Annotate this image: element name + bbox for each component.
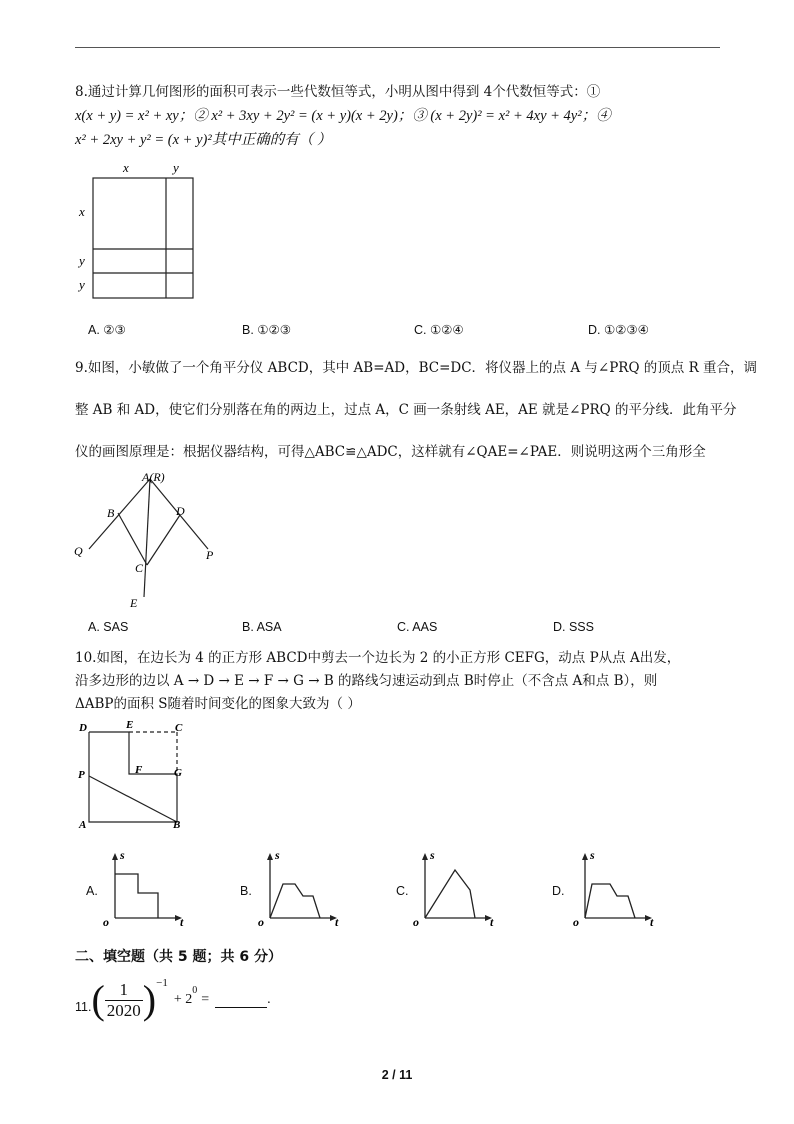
q10-option-b[interactable]: B. <box>240 884 252 898</box>
q10-a-t-label: t <box>180 915 184 928</box>
q10-graph-c[interactable] <box>410 848 500 928</box>
q10-line2: 沿多边形的边以 A → D → E → F → G → B 的路线匀速运动到点 B时停止（不含点 A和点 B），则 <box>75 673 658 689</box>
q9-option-a[interactable]: A. SAS <box>88 620 129 634</box>
q10-label-b: B <box>173 819 181 830</box>
q9-label-b: B <box>107 506 115 520</box>
q8-label-top-y: y <box>173 160 179 175</box>
q9-line1: 9.如图，小敏做了一个角平分仪 ABCD，其中 AB=AD，BC=DC．将仪器上的点 A 与∠PRQ 的顶点 R 重合，调 <box>75 360 758 376</box>
q11-right-paren: ) <box>142 977 157 1022</box>
q8-label-top-x: x <box>123 160 129 175</box>
q10-b-s-label: s <box>275 848 280 862</box>
q10-option-d[interactable]: D. <box>552 884 565 898</box>
q9-option-d[interactable]: D. SSS <box>553 620 594 634</box>
q8-line2: x(x + y) = x² + xy；② x² + 3xy + 2y² = (x + y)(x + 2y)；③ (x + 2y)² = x² + 4xy + 4y²；④ <box>75 108 611 124</box>
q10-line3: ΔABP的面积 S随着时间变化的图象大致为（ ） <box>75 696 361 712</box>
q10-graph-d[interactable] <box>570 848 660 928</box>
q11-exponent2: 0 <box>192 985 198 996</box>
q8-label-left-x: x <box>79 204 85 219</box>
q10-b-o-label: o <box>258 915 264 928</box>
q10-c-t-label: t <box>490 915 494 928</box>
q9-label-e: E <box>130 596 138 610</box>
q10-label-f: F <box>135 764 143 776</box>
q11-numerator: 1 <box>119 979 129 999</box>
q9-line3: 仪的画图原理是：根据仪器结构，可得△ABC≌△ADC，这样就有∠QAE=∠PAE．则说明这两个三角形全 <box>75 444 706 460</box>
q10-label-c: C <box>175 722 183 734</box>
q9-figure <box>70 465 230 615</box>
q8-option-a[interactable]: A. ②③ <box>88 323 126 337</box>
q8-figure <box>75 158 205 303</box>
q10-d-t-label: t <box>650 915 654 928</box>
section2-title: 二、填空题（共 5 题；共 6 分） <box>75 949 282 965</box>
q10-label-a: A <box>79 819 87 830</box>
q8-option-d[interactable]: D. ①②③④ <box>588 323 649 337</box>
q10-option-a[interactable]: A. <box>86 884 98 898</box>
q10-a-o-label: o <box>103 915 109 928</box>
q10-label-e: E <box>126 719 134 731</box>
q10-c-o-label: o <box>413 915 419 928</box>
q10-d-s-label: s <box>590 848 595 862</box>
q10-a-s-label: s <box>120 848 125 862</box>
q8-line3: x² + 2xy + y² = (x + y)²其中正确的有（ ） <box>75 132 332 148</box>
q11-plus-term: + 2 <box>173 992 193 1007</box>
q10-graph-a[interactable] <box>100 848 190 928</box>
q10-graph-b[interactable] <box>255 848 345 928</box>
q9-label-q: Q <box>74 544 83 558</box>
q8-option-b[interactable]: B. ①②③ <box>242 323 291 337</box>
q11-left-paren: ( <box>91 977 105 1022</box>
q10-label-g: G <box>174 767 182 779</box>
q8-option-c[interactable]: C. ①②④ <box>414 323 464 337</box>
q11-expression <box>75 975 271 1025</box>
q9-label-p: P <box>206 548 214 562</box>
q11-equals: = <box>201 992 210 1007</box>
header-rule <box>75 47 720 48</box>
q10-c-s-label: s <box>430 848 435 862</box>
q11-end: . <box>267 992 271 1007</box>
q11-exponent: −1 <box>156 977 168 989</box>
q9-label-a: A(R) <box>142 470 165 484</box>
page-number: 2 / 11 <box>381 1068 413 1082</box>
q11-denominator: 2020 <box>106 1000 141 1020</box>
q10-option-c[interactable]: C. <box>396 884 409 898</box>
q11-fraction <box>105 980 143 1021</box>
q10-figure <box>74 718 194 830</box>
q9-option-c[interactable]: C. AAS <box>397 620 438 634</box>
q10-b-t-label: t <box>335 915 339 928</box>
q11-prefix: 11. <box>75 1000 92 1014</box>
q8-label-left-y1: y <box>79 253 85 268</box>
q11-answer-blank[interactable] <box>215 993 267 1008</box>
q9-label-c: C <box>135 561 144 575</box>
q8-line1: 8.通过计算几何图形的面积可表示一些代数恒等式，小明从图中得到 4个代数恒等式：① <box>75 84 601 100</box>
q9-label-d: D <box>176 504 185 518</box>
q8-label-left-y2: y <box>79 277 85 292</box>
q10-line1: 10.如图，在边长为 4 的正方形 ABCD中剪去一个边长为 2 的小正方形 CEFG，动点 P从点 A出发， <box>75 650 681 666</box>
q10-label-d: D <box>79 722 87 734</box>
q9-line2: 整 AB 和 AD，使它们分别落在角的两边上，过点 A，C 画一条射线 AE，AE 就是∠PRQ 的平分线．此角平分 <box>75 402 737 418</box>
q9-option-b[interactable]: B. ASA <box>242 620 282 634</box>
q10-label-p: P <box>78 769 85 781</box>
q10-d-o-label: o <box>573 915 579 928</box>
